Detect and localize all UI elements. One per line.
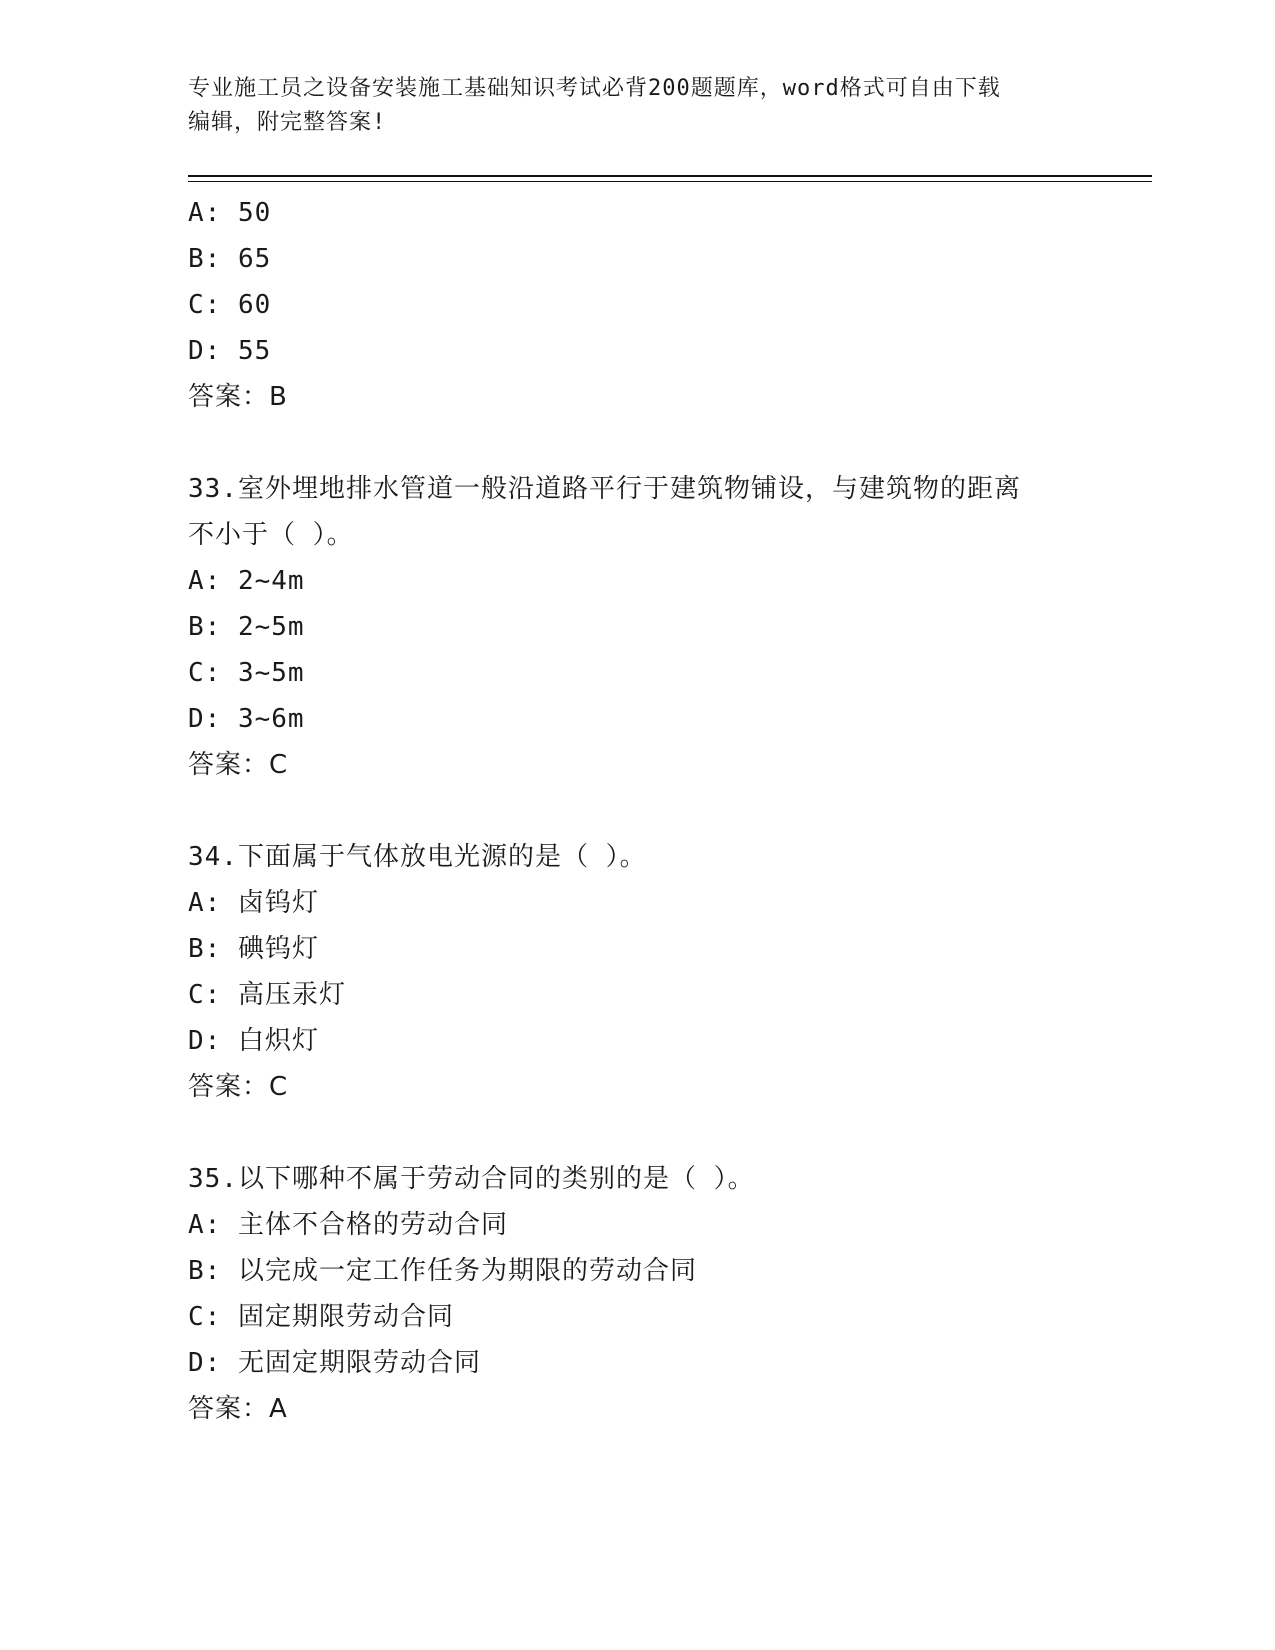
question-34 xyxy=(188,834,1088,1110)
option-b: B: 2~5m xyxy=(188,612,305,642)
option-c: C: 3~5m xyxy=(188,658,305,688)
question-text-line-2: 不小于（ ）。 xyxy=(188,520,354,550)
question-35 xyxy=(188,1156,1088,1432)
option-c: C: 60 xyxy=(188,290,272,320)
answer: 答案：C xyxy=(188,750,289,780)
question-content xyxy=(188,190,1088,1432)
question-33 xyxy=(188,466,1088,788)
option-b: B: 65 xyxy=(188,244,272,274)
question-text-line-1: 33.室外埋地排水管道一般沿道路平行于建筑物铺设，与建筑物的距离 xyxy=(188,474,1021,504)
question-text: 34.下面属于气体放电光源的是（ ）。 xyxy=(188,842,647,872)
option-c: C: 高压汞灯 xyxy=(188,980,346,1010)
header-line-2: 编辑，附完整答案! xyxy=(188,110,387,135)
answer: 答案：C xyxy=(188,1072,289,1102)
header-divider-thick xyxy=(188,175,1152,177)
document-header xyxy=(188,72,1068,140)
option-d: D: 无固定期限劳动合同 xyxy=(188,1348,481,1378)
option-c: C: 固定期限劳动合同 xyxy=(188,1302,454,1332)
option-b: B: 以完成一定工作任务为期限的劳动合同 xyxy=(188,1256,697,1286)
option-a: A: 主体不合格的劳动合同 xyxy=(188,1210,508,1240)
question-text: 35.以下哪种不属于劳动合同的类别的是（ ）。 xyxy=(188,1164,755,1194)
question-32 xyxy=(188,190,1088,420)
option-a: A: 卤钨灯 xyxy=(188,888,319,918)
option-d: D: 3~6m xyxy=(188,704,305,734)
answer: 答案：A xyxy=(188,1394,288,1424)
option-d: D: 白炽灯 xyxy=(188,1026,319,1056)
option-b: B: 碘钨灯 xyxy=(188,934,319,964)
option-a: A: 2~4m xyxy=(188,566,305,596)
answer: 答案：B xyxy=(188,382,288,412)
header-divider-thin xyxy=(188,181,1152,182)
header-line-1: 专业施工员之设备安装施工基础知识考试必背200题题库，word格式可自由下载 xyxy=(188,76,1001,101)
option-d: D: 55 xyxy=(188,336,272,366)
option-a: A: 50 xyxy=(188,198,272,228)
